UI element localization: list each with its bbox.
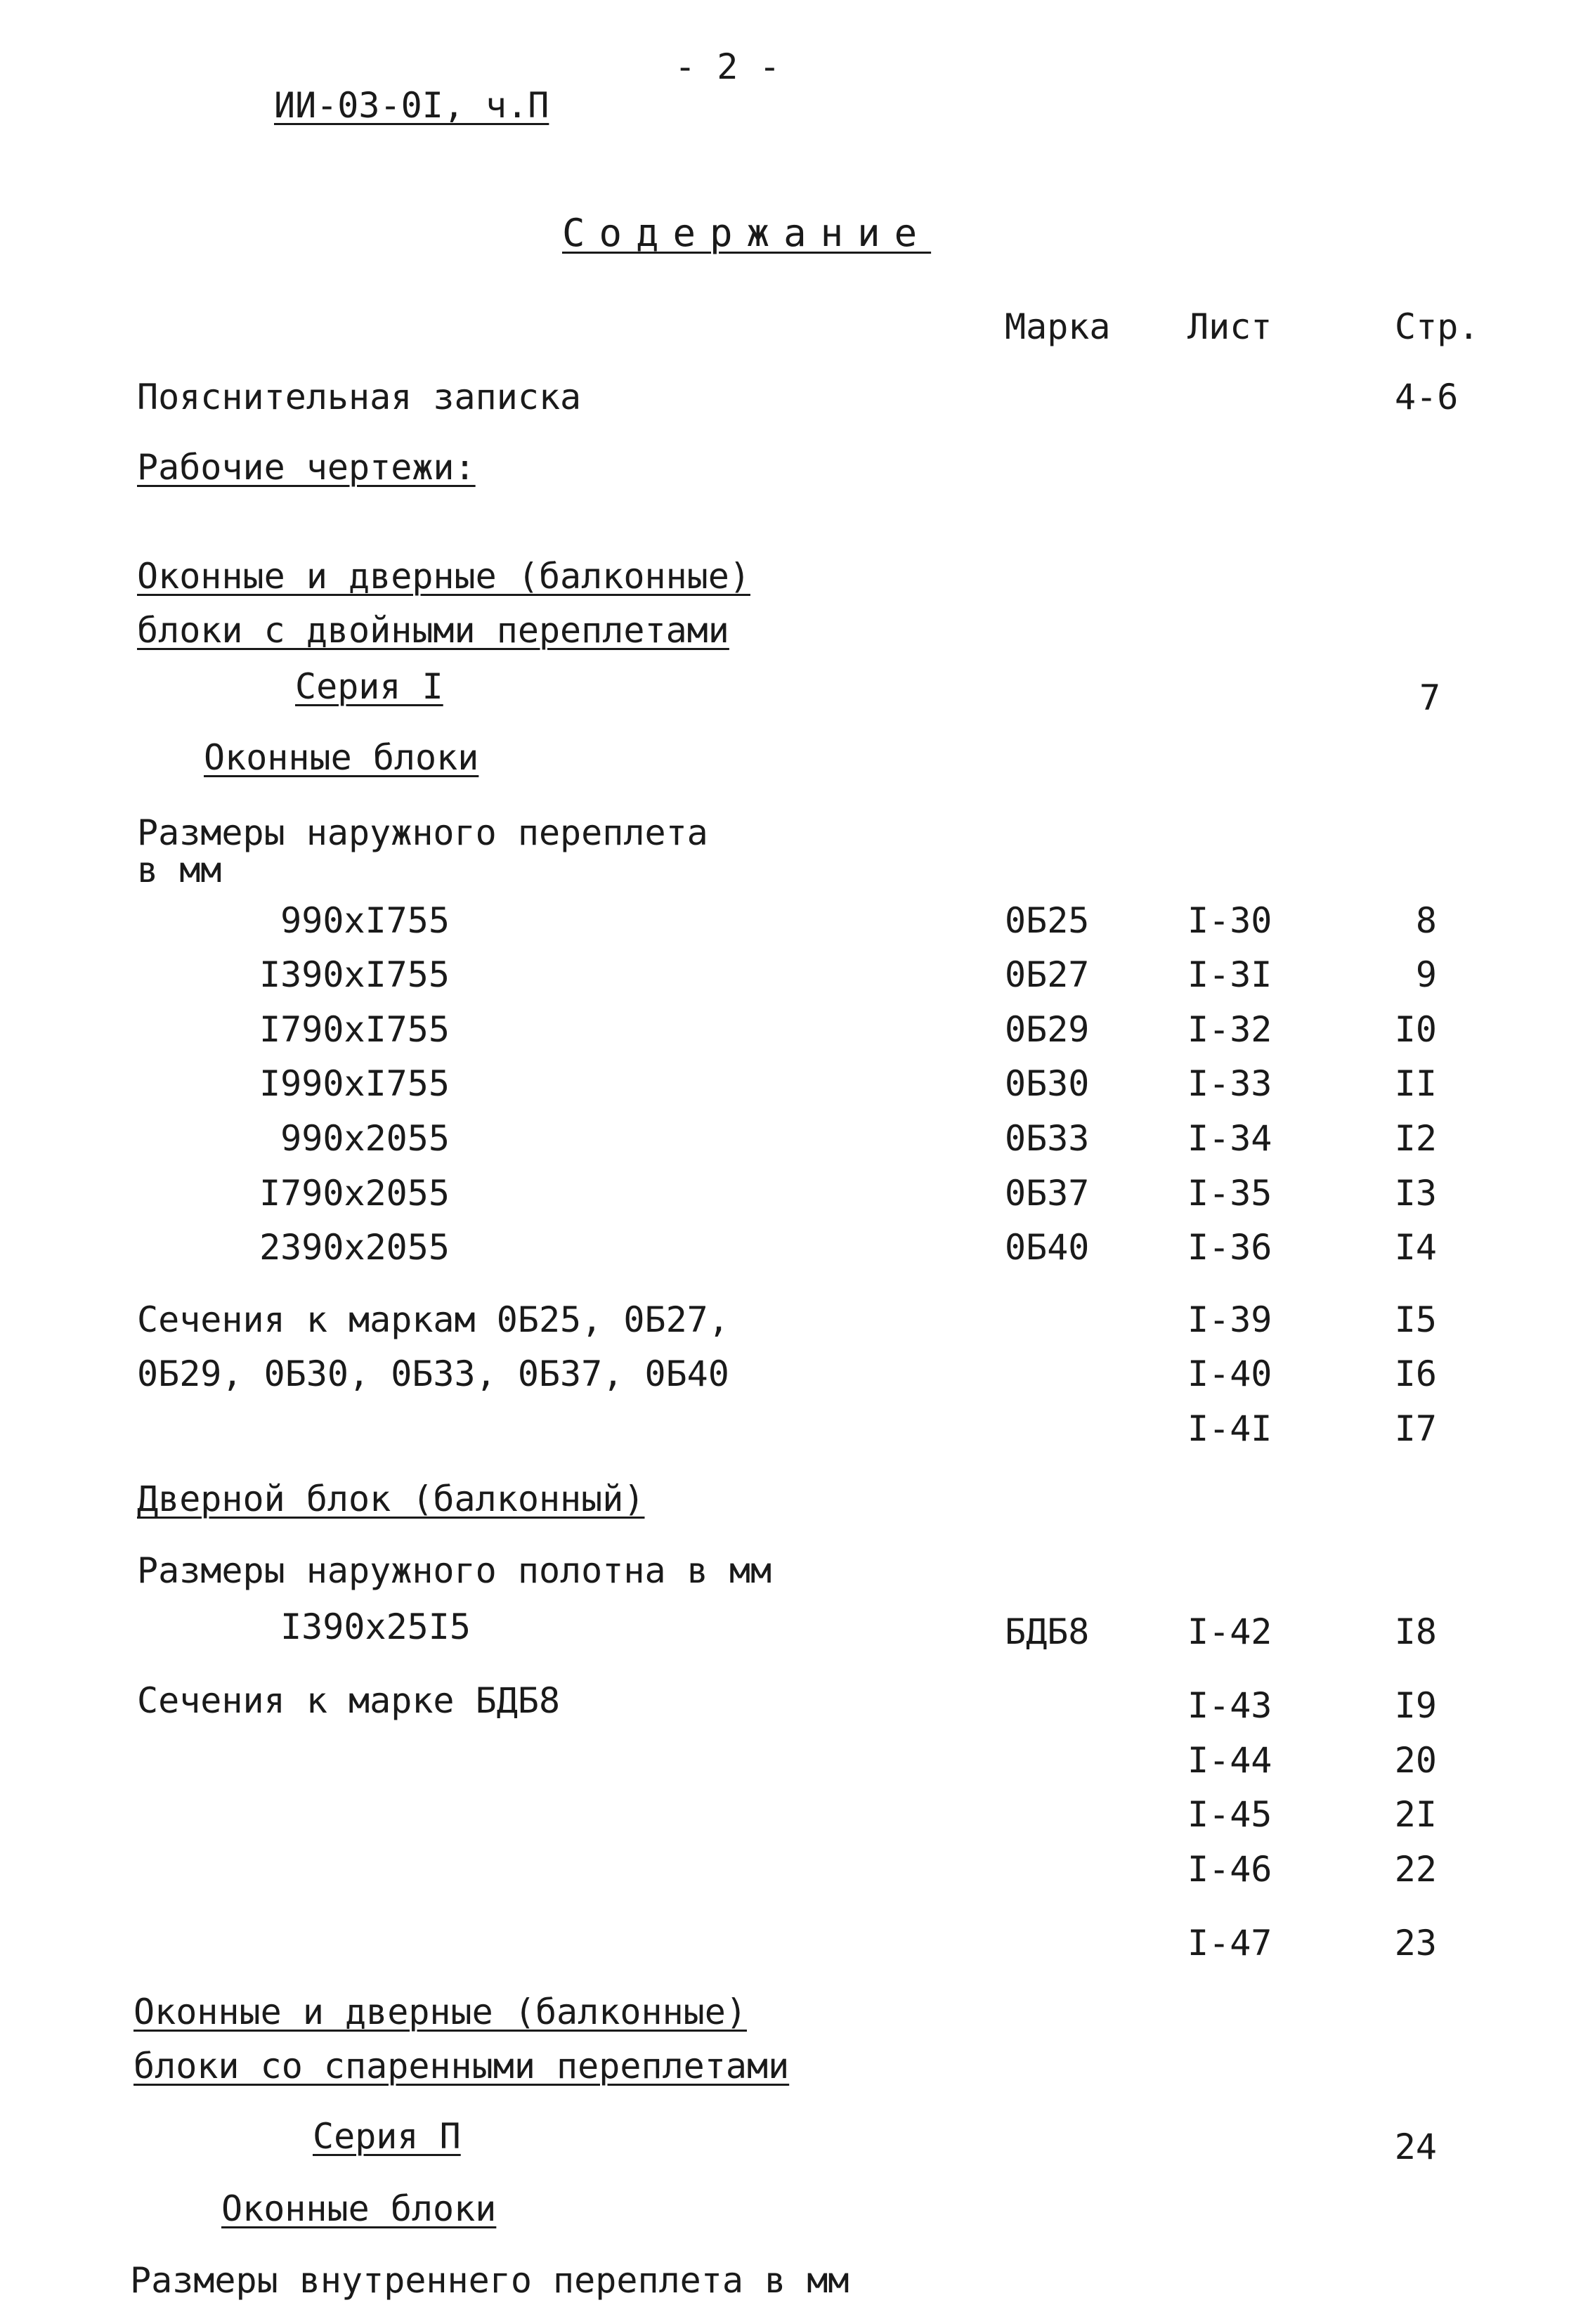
- working-drawings-heading: Рабочие чертежи:: [137, 447, 476, 488]
- door-row-sheet: I-42: [1187, 1611, 1272, 1652]
- door-row-mark: БДБ8: [1005, 1611, 1090, 1652]
- section1-series: Серия I: [295, 666, 443, 707]
- table-row-page: I5: [1394, 1299, 1437, 1340]
- table-row-sheet: I-40: [1187, 1353, 1272, 1394]
- table-row-page: 20: [1394, 1740, 1437, 1781]
- table-row-sheet: I-44: [1187, 1740, 1272, 1781]
- table-row-size: I390xI755: [259, 954, 450, 995]
- section1-sizes-label-line1: Размеры наружного переплета: [137, 812, 708, 853]
- section2-title-line1: Оконные и дверные (балконные): [133, 1992, 747, 2032]
- column-header-mark: Марка: [1005, 306, 1111, 347]
- table-row-sheet: I-4I: [1187, 1408, 1272, 1449]
- column-header-page: Стр.: [1395, 306, 1480, 347]
- section1-title-line2: блоки с двойными переплетами: [137, 610, 729, 651]
- explanatory-note-page: 4-6: [1395, 377, 1459, 417]
- table-row-mark: 0Б40: [1005, 1227, 1090, 1268]
- section2-series-page: 24: [1394, 2127, 1437, 2167]
- table-row-sheet: I-46: [1187, 1849, 1272, 1890]
- table-row-sheet: I-39: [1187, 1299, 1272, 1340]
- table-row-size: 990x2055: [280, 1118, 450, 1159]
- table-row-page: II: [1394, 1063, 1437, 1104]
- table-row-page: I2: [1394, 1118, 1437, 1159]
- table-row-page: I7: [1394, 1408, 1437, 1449]
- sections-label-line2: 0Б29, 0Б30, 0Б33, 0Б37, 0Б40: [137, 1353, 729, 1394]
- table-row-mark: 0Б27: [1005, 954, 1090, 995]
- explanatory-note-label: Пояснительная записка: [137, 377, 582, 417]
- section1-windows-heading: Оконные блоки: [204, 737, 479, 778]
- table-row-sheet: I-35: [1187, 1173, 1272, 1214]
- table-row-mark: 0Б29: [1005, 1009, 1090, 1050]
- table-row-mark: 0Б33: [1005, 1118, 1090, 1159]
- table-row-page: 2I: [1394, 1794, 1437, 1835]
- table-row-sheet: I-45: [1187, 1794, 1272, 1835]
- table-row-page: I4: [1394, 1227, 1437, 1268]
- table-row-size: 2390x2055: [259, 1227, 450, 1268]
- page-number: - 2 -: [675, 46, 781, 87]
- table-row-size: I990xI755: [259, 1063, 450, 1104]
- door-row-page: I8: [1394, 1611, 1437, 1652]
- table-row-mark: 0Б25: [1005, 900, 1090, 941]
- door-block-heading: Дверной блок (балконный): [137, 1479, 645, 1519]
- table-row-page: I6: [1394, 1353, 1437, 1394]
- door-sizes-label: Размеры наружного полотна в мм: [137, 1550, 772, 1591]
- door-sections-label: Сечения к марке БДБ8: [137, 1680, 561, 1721]
- table-row-page: I9: [1394, 1685, 1437, 1726]
- table-row-page: 9: [1415, 954, 1437, 995]
- table-row-page: I0: [1394, 1009, 1437, 1050]
- contents-heading: Содержание: [562, 211, 932, 255]
- section2-series: Серия П: [313, 2116, 461, 2157]
- table-row-sheet: I-43: [1187, 1685, 1272, 1726]
- sections-label-line1: Сечения к маркам 0Б25, 0Б27,: [137, 1299, 729, 1340]
- section2-windows-heading: Оконные блоки: [221, 2188, 497, 2229]
- section1-series-page: 7: [1419, 677, 1441, 718]
- door-row-size: I390x25I5: [280, 1606, 471, 1647]
- section2-sizes-label: Размеры внутреннего переплета в мм: [130, 2260, 849, 2301]
- table-row-size: I790xI755: [259, 1009, 450, 1050]
- table-row-page: 8: [1415, 900, 1437, 941]
- table-row-size: 990xI755: [280, 900, 450, 941]
- table-row-mark: 0Б37: [1005, 1173, 1090, 1214]
- table-row-mark: 0Б30: [1005, 1063, 1090, 1104]
- section1-title-line1: Оконные и дверные (балконные): [137, 556, 750, 597]
- table-row-size: I790x2055: [259, 1173, 450, 1214]
- document-code: ИИ-03-0I, ч.П: [274, 85, 549, 126]
- table-row-sheet: I-36: [1187, 1227, 1272, 1268]
- table-row-sheet: I-34: [1187, 1118, 1272, 1159]
- table-row-page: 22: [1394, 1849, 1437, 1890]
- table-row-page: 23: [1394, 1923, 1437, 1963]
- column-header-sheet: Лист: [1187, 306, 1272, 347]
- table-row-sheet: I-47: [1187, 1923, 1272, 1963]
- table-row-sheet: I-33: [1187, 1063, 1272, 1104]
- section1-sizes-label-line2: в мм: [137, 850, 222, 890]
- section2-title-line2: блоки со спаренными переплетами: [133, 2046, 790, 2086]
- table-row-sheet: I-30: [1187, 900, 1272, 941]
- table-row-sheet: I-32: [1187, 1009, 1272, 1050]
- table-row-sheet: I-3I: [1187, 954, 1272, 995]
- table-row-page: I3: [1394, 1173, 1437, 1214]
